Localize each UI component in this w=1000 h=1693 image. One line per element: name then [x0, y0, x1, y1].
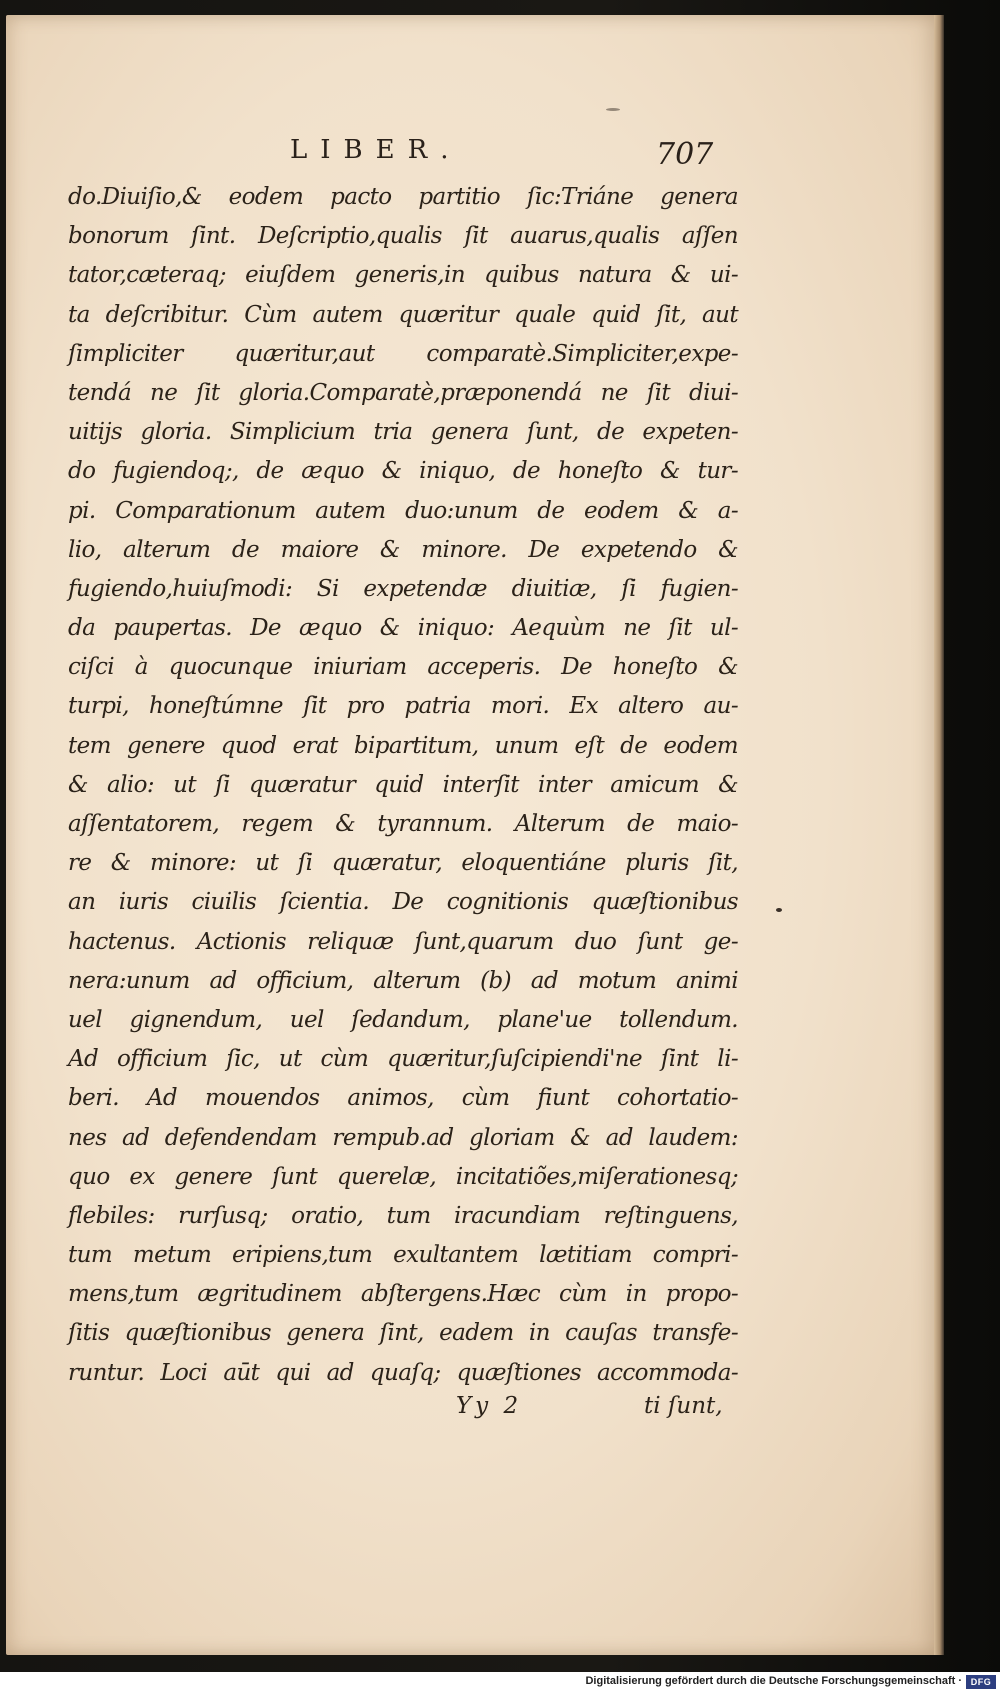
- body-text: [68, 178, 738, 1393]
- signature-mark: Yy 2: [456, 1393, 523, 1419]
- text-line: tator,cæteraq; eiuſdem generis,in quibus natura & ui-: [68, 262, 738, 289]
- text-line: uel gignendum, uel ſedandum, plane'ue tollendum.: [68, 1006, 738, 1033]
- page-number: 707: [656, 137, 714, 172]
- text-line: hactenus. Actionis reliquæ ſunt,quarum duo ſunt ge-: [68, 928, 738, 955]
- page-footer: [68, 1393, 738, 1427]
- text-line: & alio: ut ſi quæratur quid interſit inter amicum &: [68, 771, 738, 798]
- text-line: do fugiendoq;, de æquo & iniquo, de honeſto & tur-: [68, 458, 738, 485]
- text-line: uitijs gloria. Simplicium tria genera ſunt, de expeten-: [68, 419, 738, 446]
- text-line: nera:unum ad officium, alterum (b) ad motum animi: [68, 967, 738, 994]
- attribution-text: Digitalisierung gefördert durch die Deutsche Forschungsgemeinschaft ·: [585, 1675, 962, 1687]
- text-line: runtur. Loci aūt qui ad quaſq; quæſtiones accommoda-: [68, 1359, 738, 1386]
- text-line: tendá ne ſit gloria.Comparatè,præponendá ne ſit diui-: [68, 379, 738, 406]
- page-edge: [934, 15, 944, 1655]
- book-page: [6, 15, 940, 1655]
- text-line: re & minore: ut ſi quæratur, eloquentiáne pluris ſit,: [68, 850, 738, 877]
- page-header: [68, 135, 728, 171]
- text-line: ta deſcribitur. Cùm autem quæritur quale quid ſit, aut: [68, 301, 738, 328]
- attribution-bar: [0, 1672, 1000, 1693]
- text-line: flebiles: rurſusq; oratio, tum iracundiam reſtinguens,: [68, 1202, 738, 1229]
- text-line: quo ex genere ſunt querelæ, incitatiões,miſerationesq;: [68, 1163, 738, 1190]
- text-line: tum metum eripiens,tum exultantem lætitiam compri-: [68, 1242, 738, 1269]
- text-line: mens,tum ægritudinem abſtergens.Hæc cùm in propo-: [68, 1281, 738, 1308]
- text-line: da paupertas. De æquo & iniquo: Aequùm ne ſit ul-: [68, 615, 738, 642]
- dfg-logo-icon: DFG: [966, 1675, 996, 1689]
- text-line: ciſci à quocunque iniuriam acceperis. De honeſto &: [68, 654, 738, 681]
- ink-speck: [606, 108, 620, 111]
- text-line: beri. Ad mouendos animos, cùm fiunt cohortatio-: [68, 1085, 738, 1112]
- text-line: tem genere quod erat bipartitum, unum eſt de eodem: [68, 732, 738, 759]
- text-line: do.Diuiſio,& eodem pacto partitio ſic:Triáne genera: [68, 184, 738, 210]
- text-line: fugiendo,huiuſmodi: Si expetendæ diuitiæ, ſi fugien-: [68, 575, 738, 602]
- text-line: ſitis quæſtionibus genera ſint, eadem in cauſas transfe-: [68, 1320, 738, 1347]
- ink-speck: [776, 908, 782, 912]
- text-line: lio, alterum de maiore & minore. De expetendo &: [68, 536, 738, 563]
- catchword: ti ſunt,: [644, 1393, 723, 1419]
- text-line: ſimpliciter quæritur,aut comparatè.Simpliciter,expe-: [68, 340, 738, 367]
- running-title: LIBER.: [290, 135, 462, 165]
- text-line: pi. Comparationum autem duo:unum de eodem & a-: [68, 497, 738, 524]
- text-line: an iuris ciuilis ſcientia. De cognitionis quæſtionibus: [68, 889, 738, 916]
- text-line: nes ad defendendam rempub.ad gloriam & ad laudem:: [68, 1124, 738, 1151]
- text-line: Ad officium ſic, ut cùm quæritur,ſuſcipiendi'ne ſint li-: [68, 1046, 738, 1073]
- text-line: bonorum ſint. Deſcriptio,qualis ſit auarus,qualis aſſen: [68, 223, 738, 250]
- text-line: turpi, honeſtúmne ſit pro patria mori. Ex altero au-: [68, 693, 738, 720]
- text-line: aſſentatorem, regem & tyrannum. Alterum de maio-: [68, 811, 738, 837]
